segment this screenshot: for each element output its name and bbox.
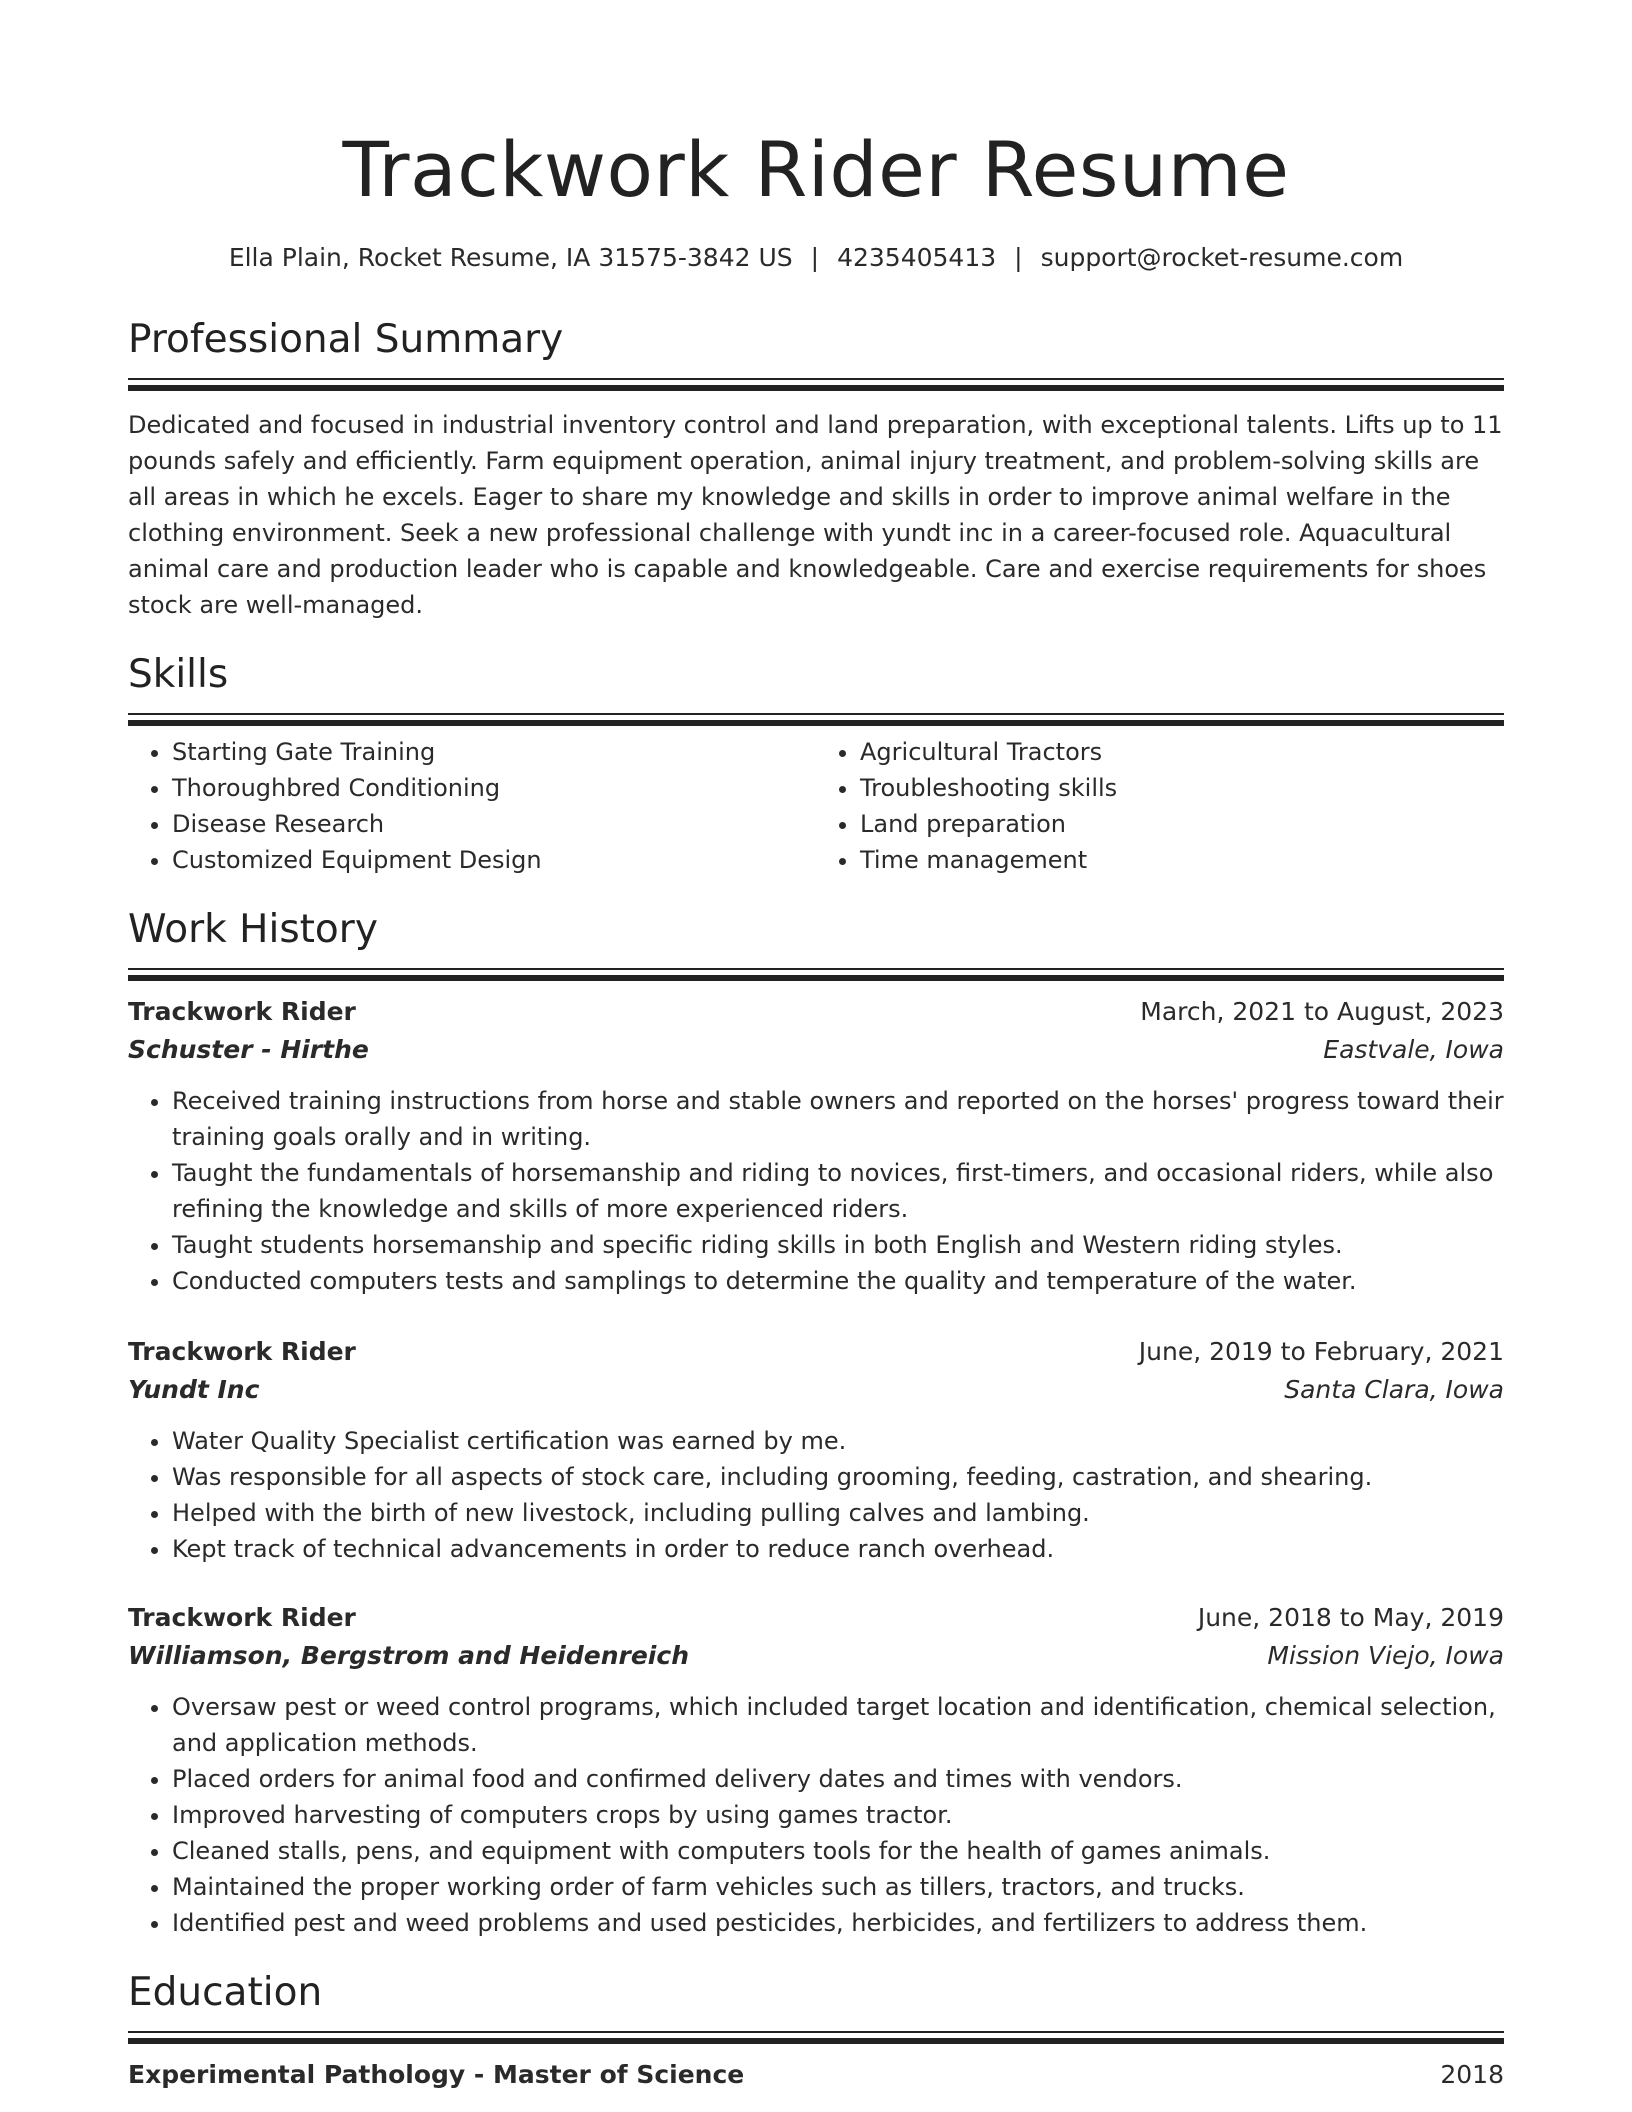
job-entry	[128, 1599, 1504, 1941]
skill-item: • Land preparation	[860, 806, 1504, 842]
job-location: Santa Clara, Iowa	[1284, 1375, 1504, 1404]
skill-item: • Thoroughbred Conditioning	[172, 770, 816, 806]
job-header	[128, 1333, 1504, 1371]
contact-separator: |	[810, 243, 820, 272]
job-bullet: • Improved harvesting of computers crops by using games tractor.	[172, 1797, 1504, 1833]
contact-email: support@rocket-resume.com	[1040, 243, 1404, 272]
skill-item: • Disease Research	[172, 806, 816, 842]
job-subheader	[128, 1637, 1504, 1675]
job-location: Mission Viejo, Iowa	[1267, 1641, 1504, 1670]
job-location: Eastvale, Iowa	[1323, 1035, 1504, 1064]
contact-phone: 4235405413	[837, 243, 997, 272]
summary-section	[128, 314, 1504, 623]
job-bullet: • Placed orders for animal food and confirmed delivery dates and times with vendors.	[172, 1761, 1504, 1797]
work-section	[128, 904, 1504, 1941]
job-bullet: • Water Quality Specialist certification was earned by me.	[172, 1423, 1504, 1459]
job-bullet: • Oversaw pest or weed control programs, which included target location and identification, chemical selection, and application methods.	[172, 1689, 1504, 1761]
section-heading-education: Education	[128, 1970, 323, 2015]
job-subheader	[128, 1371, 1504, 1409]
job-bullet: • Taught the fundamentals of horsemanship and riding to novices, first-timers, and occasional riders, while also refining the knowledge and skills of more experienced riders.	[172, 1155, 1504, 1227]
skills-columns	[128, 734, 1504, 878]
job-bullets	[128, 1423, 1504, 1567]
job-company: Schuster - Hirthe	[128, 1035, 369, 1064]
section-divider	[128, 713, 1504, 720]
education-section	[128, 1967, 1504, 2094]
job-bullet: • Conducted computers tests and samplings to determine the quality and temperature of the water.	[172, 1263, 1504, 1299]
education-year: 2018	[1440, 2060, 1504, 2089]
job-bullet: • Helped with the birth of new livestock, including pulling calves and lambing.	[172, 1495, 1504, 1531]
job-subheader	[128, 1031, 1504, 1069]
job-bullet: • Identified pest and weed problems and used pesticides, herbicides, and fertilizers to address them.	[172, 1905, 1504, 1941]
job-bullet: • Kept track of technical advancements in order to reduce ranch overhead.	[172, 1531, 1504, 1567]
section-divider	[128, 968, 1504, 975]
job-title: Trackwork Rider	[128, 1337, 356, 1366]
job-company: Williamson, Bergstrom and Heidenreich	[128, 1641, 689, 1670]
contact-separator: |	[1014, 243, 1023, 272]
section-heading-skills: Skills	[128, 652, 229, 697]
section-heading-work: Work History	[128, 907, 378, 952]
job-entry	[128, 1333, 1504, 1567]
job-bullet: • Maintained the proper working order of farm vehicles such as tillers, tractors, and trucks.	[172, 1869, 1504, 1905]
skill-item: • Time management	[860, 842, 1504, 878]
skills-section	[128, 649, 1504, 878]
skill-item: • Customized Equipment Design	[172, 842, 816, 878]
job-title: Trackwork Rider	[128, 1603, 356, 1632]
section-divider	[128, 2031, 1504, 2038]
skill-item: • Agricultural Tractors	[860, 734, 1504, 770]
job-company: Yundt Inc	[128, 1375, 260, 1404]
skills-list-right	[816, 734, 1504, 878]
job-bullet: • Cleaned stalls, pens, and equipment with computers tools for the health of games animals.	[172, 1833, 1504, 1869]
skills-list-left	[128, 734, 816, 878]
job-dates: June, 2019 to February, 2021	[1138, 1337, 1504, 1366]
job-header	[128, 993, 1504, 1031]
skill-item: • Troubleshooting skills	[860, 770, 1504, 806]
job-bullets	[128, 1689, 1504, 1941]
summary-text: Dedicated and focused in industrial inventory control and land preparation, with exceptional talents. Lifts up to 11 pounds safely and efficiently. Farm equipment operation, animal injury treatment, and problem-solving skills are all areas in which he excels. Eager to share my knowledge and skills in order to improve animal welfare in the clothing environment. Seek a new professional challenge with yundt inc in a career-focused role. Aquacultural animal care and production leader who is capable and knowledgeable. Care and exercise requirements for shoes stock are well-managed.	[128, 411, 1503, 619]
job-bullet: • Received training instructions from horse and stable owners and reported on the horses' progress toward their training goals orally and in writing.	[172, 1083, 1504, 1155]
education-degree: Experimental Pathology - Master of Science	[128, 2060, 745, 2089]
job-entry	[128, 993, 1504, 1299]
job-dates: March, 2021 to August, 2023	[1140, 997, 1504, 1026]
job-bullet: • Was responsible for all aspects of stock care, including grooming, feeding, castration, and shearing.	[172, 1459, 1504, 1495]
job-bullets	[128, 1083, 1504, 1299]
contact-address: Ella Plain, Rocket Resume, IA 31575-3842 US	[228, 243, 793, 272]
job-dates: June, 2018 to May, 2019	[1197, 1603, 1504, 1632]
contact-line	[128, 240, 1504, 276]
education-entry	[128, 2056, 1504, 2094]
resume-title: Trackwork Rider Resume	[342, 125, 1290, 214]
job-title: Trackwork Rider	[128, 997, 356, 1026]
section-divider	[128, 378, 1504, 385]
job-bullet: • Taught students horsemanship and specific riding skills in both English and Western riding styles.	[172, 1227, 1504, 1263]
section-heading-summary: Professional Summary	[128, 317, 564, 362]
skill-item: • Starting Gate Training	[172, 734, 816, 770]
job-header	[128, 1599, 1504, 1637]
